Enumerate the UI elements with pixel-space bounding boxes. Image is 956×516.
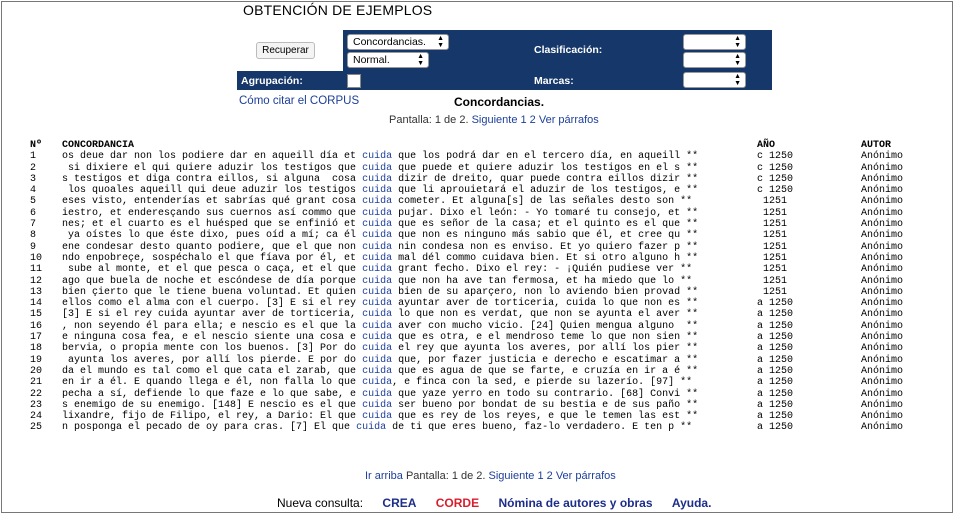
context-left: n posponga el pecado de oy para cras. [7] El que [62, 422, 357, 434]
row-number: 14 [30, 298, 43, 310]
context-right: bien de su aparçero, non lo aviendo bien provad ** [392, 286, 699, 298]
row-author: Anónimo [861, 275, 904, 287]
row-number: 21 [30, 377, 43, 389]
row-number: 22 [30, 388, 43, 400]
help-link[interactable]: Ayuda. [671, 496, 712, 510]
table-row [30, 355, 941, 366]
row-year: a 1250 [757, 332, 794, 344]
table-row [30, 400, 941, 411]
corde-link[interactable]: CORDE [435, 496, 480, 510]
clasificacion-label: Clasificación: [534, 44, 603, 56]
pager-status: Pantalla: 1 de 2. [389, 114, 472, 126]
table-row [30, 219, 941, 230]
keyword-link[interactable]: cuida [362, 207, 393, 219]
row-number: 8 [30, 230, 37, 242]
row-number: 20 [30, 365, 43, 377]
row-author: Anónimo [861, 219, 904, 231]
view-paragraphs-link-bottom[interactable]: Ver párrafos [555, 470, 616, 482]
row-year: 1251 [757, 196, 788, 208]
context-right: mal dél commo cuidava bien. Et si otro alguno h ** [392, 252, 699, 264]
header-year: AÑO [757, 140, 776, 151]
keyword-link[interactable]: cuida [362, 399, 393, 411]
keyword-link[interactable]: cuida [362, 275, 393, 287]
table-row [30, 287, 941, 298]
row-year: c 1250 [757, 185, 794, 197]
header-concordance: CONCORDANCIA [62, 140, 135, 151]
crea-link[interactable]: CREA [382, 496, 417, 510]
page-numbers-link-bottom[interactable]: 1 2 [537, 470, 553, 482]
keyword-link[interactable]: cuida [362, 151, 393, 163]
context-right: dizir de dreito, quar puede contra eillos dizir ** [392, 173, 699, 185]
keyword-link[interactable]: cuida [362, 309, 393, 321]
row-year: a 1250 [757, 354, 794, 366]
row-year: a 1250 [757, 298, 794, 310]
row-year: a 1250 [757, 377, 794, 389]
concordance-cell [62, 298, 757, 309]
context-right: ser bueno por bondat de su bestia e de sus paño ** [392, 399, 699, 411]
row-number: 25 [30, 422, 43, 434]
table-row [30, 422, 941, 433]
table-row [30, 264, 941, 275]
row-year: 1251 [757, 275, 788, 287]
row-author: Anónimo [861, 196, 904, 208]
context-right: aver con mucho vicio. [24] Quien mengua alguno ** [392, 320, 699, 332]
header-num: Nº [30, 140, 43, 151]
row-author: Anónimo [861, 309, 904, 321]
row-year: 1251 [757, 264, 788, 276]
pager-status-bottom: Pantalla: 1 de 2. [402, 470, 489, 482]
row-year: a 1250 [757, 320, 794, 332]
context-left: nes; et el cuarto es el huésped que se enfinió et [62, 219, 363, 231]
context-right: lo que non es verdat, que non se ayunta el aver ** [392, 309, 699, 321]
mode-select-value: Concordancias. [353, 36, 426, 48]
table-row [30, 174, 941, 185]
context-right: que yaze yerro en todo su contrario. [68] Convi ** [392, 388, 699, 400]
context-right: de ti que eres bueno, faz-lo verdadero. E ten p ** [386, 422, 693, 434]
table-header-row [30, 140, 941, 151]
row-number: 5 [30, 196, 37, 208]
go-top-link[interactable]: Ir arriba [365, 470, 403, 482]
context-left: bien çierto que le tiene buena voluntad. Et quien [62, 286, 363, 298]
marcas-select[interactable] [683, 72, 746, 88]
context-right: ayuntar aver de torticeria, cuida lo que non es ** [392, 298, 699, 310]
row-number: 23 [30, 399, 43, 411]
table-row [30, 196, 941, 207]
row-number: 2 [30, 162, 37, 174]
chevron-updown-icon: ▲ ▼ [734, 73, 741, 87]
context-left: , non seyendo él para ella; e nescio es el que la [62, 320, 363, 332]
context-right: que, por fazer justicia e derecho e escatimar a ** [392, 354, 699, 366]
row-year: a 1250 [757, 388, 794, 400]
context-left: ndo enpobreçe, sospéchalo el que fíava por él, et [62, 252, 363, 264]
context-right: cometer. Et alguna[s] de las señales desto son ** [392, 196, 693, 208]
new-query-bar [277, 496, 711, 510]
authors-works-link[interactable]: Nómina de autores y obras [498, 496, 653, 510]
row-year: 1251 [757, 241, 788, 253]
row-author: Anónimo [861, 343, 904, 355]
keyword-link[interactable]: cuida [362, 298, 393, 310]
row-year: 1251 [757, 230, 788, 242]
table-row [30, 253, 941, 264]
table-row [30, 343, 941, 354]
keyword-link[interactable]: cuida [362, 343, 393, 355]
context-left: los quoales aqueill qui deue aduzir los testigos [62, 185, 363, 197]
table-row [30, 298, 941, 309]
keyword-link[interactable]: cuida [362, 365, 393, 377]
row-number: 19 [30, 354, 43, 366]
context-left: os deue dar non los podiere dar en aqueill día et [62, 151, 363, 163]
format-select-value: Normal. [353, 54, 390, 66]
table-row [30, 242, 941, 253]
keyword-link[interactable]: cuida [362, 162, 393, 174]
table-row [30, 309, 941, 320]
row-year: c 1250 [757, 151, 794, 163]
row-number: 24 [30, 411, 43, 423]
concordance-cell [62, 321, 757, 332]
concordance-cell [62, 411, 757, 422]
row-author: Anónimo [861, 230, 904, 242]
row-author: Anónimo [861, 365, 904, 377]
table-row [30, 163, 941, 174]
concordance-cell [62, 253, 757, 264]
table-row [30, 151, 941, 162]
keyword-link[interactable]: cuida [362, 332, 393, 344]
row-number: 16 [30, 320, 43, 332]
chevron-updown-icon: ▲ ▼ [734, 35, 741, 49]
concordance-cell [62, 219, 757, 230]
context-right: nin condesa non es enviso. Et yo quiero fazer p ** [392, 241, 699, 253]
concordance-cell [62, 287, 757, 298]
context-right: que li aprouietará el aduzir de los testigos, e ** [392, 185, 699, 197]
row-number: 1 [30, 151, 37, 163]
row-year: 1251 [757, 286, 788, 298]
format-select[interactable] [347, 52, 429, 68]
view-paragraphs-link[interactable]: Ver párrafos [538, 114, 599, 126]
table-row [30, 366, 941, 377]
keyword-link[interactable]: cuida [362, 219, 393, 231]
context-right: , e finca con la sed, e pierde su lazerío. [97] ** [392, 377, 693, 389]
context-left: e ninguna cosa fea, e el nescio siente una cosa e [62, 332, 363, 344]
row-author: Anónimo [861, 252, 904, 264]
chevron-updown-icon: ▲ ▼ [417, 53, 424, 67]
context-right: que es otra, e el mendroso teme lo que non sien ** [392, 332, 699, 344]
row-number: 11 [30, 264, 43, 276]
table-row [30, 321, 941, 332]
context-left: en ir a él. E quando llega e él, non falla lo que [62, 377, 363, 389]
row-year: a 1250 [757, 422, 794, 434]
concordance-cell [62, 400, 757, 411]
context-left: ago que buela de noche et escóndese de día porque [62, 275, 363, 287]
row-number: 17 [30, 332, 43, 344]
row-author: Anónimo [861, 399, 904, 411]
keyword-link[interactable]: cuida [362, 173, 393, 185]
row-number: 9 [30, 241, 37, 253]
keyword-link[interactable]: cuida [362, 320, 393, 332]
context-left: s testigos et diga contra eillos, si alguna cosa [62, 173, 363, 185]
table-row [30, 276, 941, 287]
header-author: AUTOR [861, 140, 892, 151]
keyword-link[interactable]: cuida [362, 411, 393, 423]
row-author: Anónimo [861, 286, 904, 298]
row-number: 13 [30, 286, 43, 298]
row-author: Anónimo [861, 422, 904, 434]
concordance-cell [62, 196, 757, 207]
row-number: 6 [30, 207, 37, 219]
context-right: que puede et quiere aduzir los testigos en el s ** [392, 162, 699, 174]
concordance-cell [62, 309, 757, 320]
row-year: 1251 [757, 207, 788, 219]
recuperar-button[interactable]: Recuperar [256, 42, 315, 59]
concordance-cell [62, 208, 757, 219]
page-title: OBTENCIÓN DE EJEMPLOS [243, 2, 433, 18]
keyword-link[interactable]: cuida [356, 422, 387, 434]
context-left: bervia, o propia mente con los buenos. [3] Por do [62, 343, 363, 355]
concordance-cell [62, 264, 757, 275]
row-author: Anónimo [861, 264, 904, 276]
context-right: pujar. Dixo el león: - Yo tomaré tu consejo, et ** [392, 207, 699, 219]
context-left: iestro, et enderesçando sus cuernos así commo que [62, 207, 363, 219]
row-author: Anónimo [861, 207, 904, 219]
row-year: c 1250 [757, 173, 794, 185]
page-numbers-link[interactable]: 1 2 [520, 114, 536, 126]
keyword-link[interactable]: cuida [362, 286, 393, 298]
context-right: que es rey de los reyes, e que le temen las est ** [392, 411, 699, 423]
row-author: Anónimo [861, 241, 904, 253]
table-row [30, 377, 941, 388]
keyword-link[interactable]: cuida [362, 354, 393, 366]
table-row [30, 332, 941, 343]
table-row [30, 185, 941, 196]
context-left: ellos como el alma con el cuerpo. [3] E si el rey [62, 298, 363, 310]
concordance-cell [62, 355, 757, 366]
clasificacion-select-2[interactable] [683, 52, 746, 68]
context-right: que non es ninguno más sabio que él, et cree qu ** [392, 230, 699, 242]
context-left: da el mundo es tal como el que cata el zarab, que [62, 365, 363, 377]
concordance-cell [62, 343, 757, 354]
row-author: Anónimo [861, 151, 904, 163]
context-right: grant fecho. Dixo el rey: - ¡Quién pudiese ver ** [392, 264, 693, 276]
concordance-cell [62, 276, 757, 287]
row-author: Anónimo [861, 320, 904, 332]
concordance-cell [62, 389, 757, 400]
row-author: Anónimo [861, 185, 904, 197]
row-year: a 1250 [757, 365, 794, 377]
chevron-updown-icon: ▲ ▼ [734, 53, 741, 67]
row-author: Anónimo [861, 377, 904, 389]
row-author: Anónimo [861, 354, 904, 366]
context-left: [3] E si el rey cuida ayuntar aver de torticeria, [62, 309, 363, 321]
row-year: a 1250 [757, 343, 794, 355]
agrupacion-checkbox[interactable] [347, 74, 361, 88]
section-title: Concordancias. [454, 95, 545, 109]
keyword-link[interactable]: cuida [362, 388, 393, 400]
keyword-link[interactable]: cuida [362, 264, 393, 276]
concordance-cell [62, 332, 757, 343]
agrupacion-label: Agrupación: [241, 75, 303, 87]
concordance-cell [62, 242, 757, 253]
table-row [30, 411, 941, 422]
context-left: sube al monte, et el que pesca o caça, et el que [62, 264, 363, 276]
context-left: eses visto, entenderías et sabrías qué grant cosa [62, 196, 363, 208]
context-right: el rey que ayunta los averes, por allí los pier ** [392, 343, 699, 355]
row-number: 12 [30, 275, 43, 287]
concordance-cell [62, 422, 757, 433]
pager-top [389, 114, 599, 126]
keyword-link[interactable]: cuida [362, 230, 393, 242]
row-year: a 1250 [757, 309, 794, 321]
context-left: ya oístes lo que éste dixo, pues oíd a mí; ca él [62, 230, 363, 242]
context-right: que non ha ave tan fermosa, et ha miedo que lo ** [392, 275, 693, 287]
table-row [30, 230, 941, 241]
marcas-label: Marcas: [534, 75, 574, 87]
table-row [30, 208, 941, 219]
row-author: Anónimo [861, 173, 904, 185]
pager-bottom [365, 470, 616, 482]
concordance-cell [62, 230, 757, 241]
keyword-link[interactable]: cuida [362, 196, 393, 208]
row-author: Anónimo [861, 388, 904, 400]
context-right: que es señor de la casa; et el quinto es el que ** [392, 219, 699, 231]
row-year: a 1250 [757, 411, 794, 423]
concordance-cell [62, 174, 757, 185]
row-author: Anónimo [861, 298, 904, 310]
concordance-table [30, 140, 941, 434]
context-right: que los podrá dar en el tercero día, en aqueill ** [392, 151, 699, 163]
row-number: 7 [30, 219, 37, 231]
keyword-link[interactable]: cuida [362, 241, 393, 253]
keyword-link[interactable]: cuida [362, 252, 393, 264]
concordance-cell [62, 377, 757, 388]
row-number: 10 [30, 252, 43, 264]
row-author: Anónimo [861, 332, 904, 344]
context-right: que es agua de que se farte, e cruzía en ir a é ** [392, 365, 699, 377]
row-number: 15 [30, 309, 43, 321]
clasificacion-select-1[interactable] [683, 34, 746, 50]
next-page-link-bottom[interactable]: Siguiente [488, 470, 535, 482]
row-year: 1251 [757, 252, 788, 264]
row-number: 18 [30, 343, 43, 355]
table-row [30, 389, 941, 400]
concordance-cell [62, 366, 757, 377]
cite-corpus-link[interactable]: Cómo citar el CORPUS [239, 95, 360, 107]
keyword-link[interactable]: cuida [362, 185, 393, 197]
next-page-link[interactable]: Siguiente [471, 114, 518, 126]
row-number: 4 [30, 185, 37, 197]
context-left: ene condesar desto quanto podiere, que el que non [62, 241, 363, 253]
context-left: s enemigo de su enemigo. [148] E nescio es el que [62, 399, 363, 411]
context-left: lixandre, fijo de Filipo, el rey, a Dario: El que [62, 411, 363, 423]
context-left: si dixiere el qui quiere aduzir los testigos que [62, 162, 363, 174]
new-query-label: Nueva consulta: [277, 496, 364, 510]
chevron-updown-icon: ▲ ▼ [437, 35, 444, 49]
row-year: 1251 [757, 219, 788, 231]
row-year: a 1250 [757, 399, 794, 411]
context-left: pecha a sí, defiende lo que faze e lo que sabe, e [62, 388, 363, 400]
row-number: 3 [30, 173, 37, 185]
context-left: ayunta los averes, por allí los pierde. E por do [62, 354, 363, 366]
row-year: c 1250 [757, 162, 794, 174]
concordance-cell [62, 185, 757, 196]
row-author: Anónimo [861, 411, 904, 423]
row-author: Anónimo [861, 162, 904, 174]
concordance-cell [62, 151, 757, 162]
keyword-link[interactable]: cuida [362, 377, 393, 389]
concordance-cell [62, 163, 757, 174]
mode-select[interactable] [347, 34, 449, 50]
